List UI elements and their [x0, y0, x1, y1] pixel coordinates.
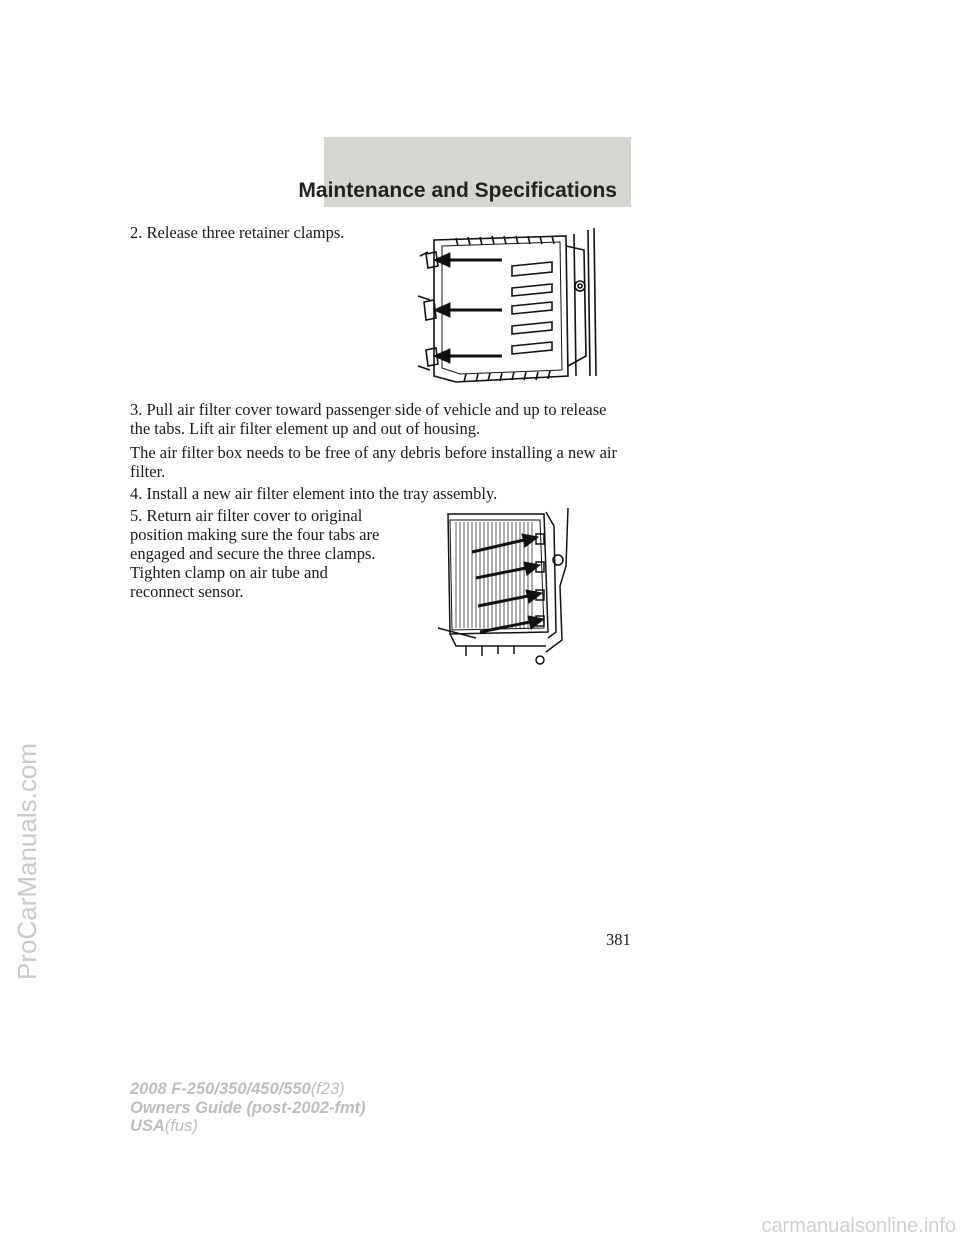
- section-title: Maintenance and Specifications: [298, 179, 617, 202]
- footer-model-code: (f23): [310, 1080, 345, 1098]
- step-4-text: 4. Install a new air filter element into the tray assembly.: [130, 484, 498, 503]
- retainer-clamps-illustration: [416, 226, 606, 394]
- step-5-text: 5. Return air filter cover to original position making sure the four tabs are engaged and secure the three clamps. Tighten clamp on air tube and reconnect sensor.: [130, 506, 380, 601]
- page-number: 381: [606, 930, 631, 949]
- side-watermark: ProCarManuals.com: [12, 743, 42, 980]
- step-2-text: 2. Release three retainer clamps.: [130, 223, 345, 242]
- bottom-watermark: carmanualsonline.info: [761, 1215, 956, 1237]
- footer-model: 2008 F-250/350/450/550: [130, 1080, 311, 1098]
- debris-note-text: The air filter box needs to be free of any debris before installing a new air filter.: [130, 443, 618, 481]
- filter-tabs-illustration: [436, 506, 588, 672]
- footer-market: USA: [130, 1117, 165, 1135]
- document-footer: [130, 1080, 366, 1136]
- section-header-band: [298, 137, 631, 207]
- footer-guide: Owners Guide (post-2002-fmt): [130, 1098, 366, 1117]
- step-3-text: 3. Pull air filter cover toward passenger side of vehicle and up to release the tabs. Lift air filter element up and out of housing.: [130, 400, 607, 438]
- footer-market-code: (fus): [164, 1117, 198, 1135]
